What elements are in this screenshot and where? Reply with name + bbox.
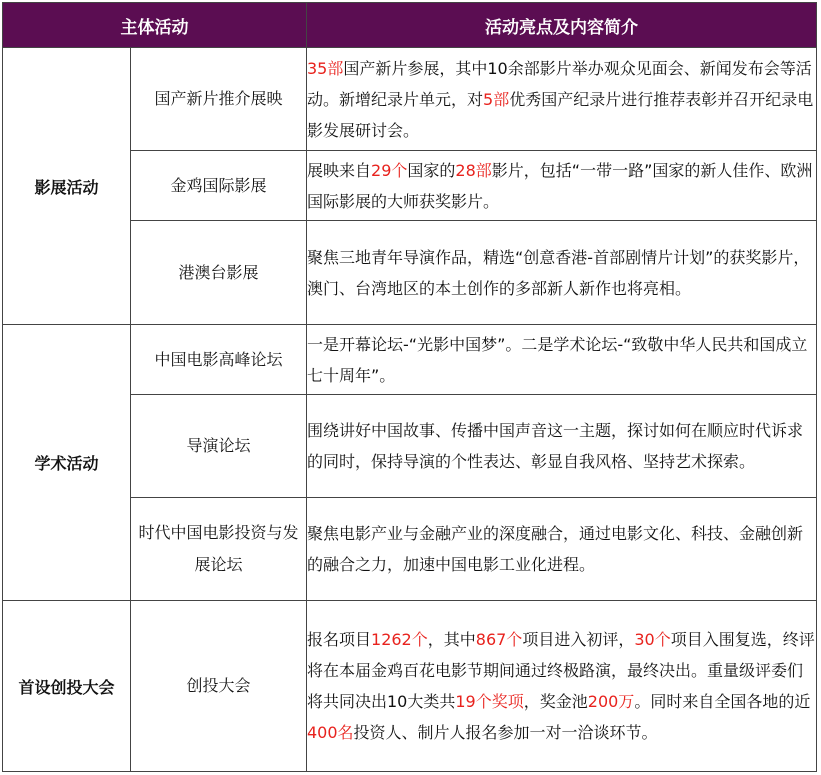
highlight-figure: 35部 [307,58,344,78]
highlight-figure: 28部 [455,160,492,180]
highlight-figure: 29个 [371,160,408,180]
header-highlights: 活动亮点及内容简介 [307,3,817,48]
activity-description: 围绕讲好中国故事、传播中国声音这一主题，探讨如何在顺应时代诉求的同时，保持导演的个性表达、彰显自我风格、坚持艺术探索。 [307,395,817,498]
sub-activity-name: 中国电影高峰论坛 [131,325,307,395]
header-main-activity: 主体活动 [3,3,307,48]
sub-activity-name: 金鸡国际影展 [131,151,307,221]
highlight-figure: 19个奖项 [455,692,524,711]
festival-activities-table [2,2,817,772]
highlight-figure: 867个 [475,630,523,649]
activity-description: 报名项目1262个，其中867个项目进入初评，30个项目入围复选，终评将在本届金鸡百花电影节期间通过终极路演，最终决出。重量级评委们将共同决出10大类共19个奖项，奖金池200万。同时来自全国各地的近400名投资人、制片人报名参加一对一洽谈环节。 [307,601,817,772]
activity-description: 一是开幕论坛-“光影中国梦”。二是学术论坛-“致敬中华人民共和国成立七十周年”。 [307,325,817,395]
activity-description: 35部国产新片参展，其中10余部影片举办观众见面会、新闻发布会等活动。新增纪录片单元，对5部优秀国产纪录片进行推荐表彰并召开纪录电影发展研讨会。 [307,48,817,151]
header-row [3,3,817,48]
category-academic: 学术活动 [3,325,131,601]
category-venture: 首设创投大会 [3,601,131,772]
activity-description: 聚焦电影产业与金融产业的深度融合，通过电影文化、科技、金融创新的融合之力，加速中国电影工业化进程。 [307,498,817,601]
table-row [3,601,817,772]
sub-activity-name: 导演论坛 [131,395,307,498]
highlight-figure: 30个 [634,630,671,649]
table-row [3,325,817,395]
activity-description: 展映来自29个国家的28部影片，包括“一带一路”国家的新人佳作、欧洲国际影展的大师获奖影片。 [307,151,817,221]
table-row [3,48,817,151]
sub-activity-name: 国产新片推介展映 [131,48,307,151]
sub-activity-name: 创投大会 [131,601,307,772]
highlight-figure: 5部 [483,89,510,109]
highlight-figure: 400名 [307,723,354,742]
highlight-figure: 1262个 [371,630,428,649]
sub-activity-name: 时代中国电影投资与发展论坛 [131,498,307,601]
activity-description: 聚焦三地青年导演作品，精选“创意香港-首部剧情片计划”的获奖影片，澳门、台湾地区的本土创作的多部新人新作也将亮相。 [307,221,817,325]
sub-activity-name: 港澳台影展 [131,221,307,325]
category-film-exhibition: 影展活动 [3,48,131,325]
highlight-figure: 200万 [587,692,635,711]
